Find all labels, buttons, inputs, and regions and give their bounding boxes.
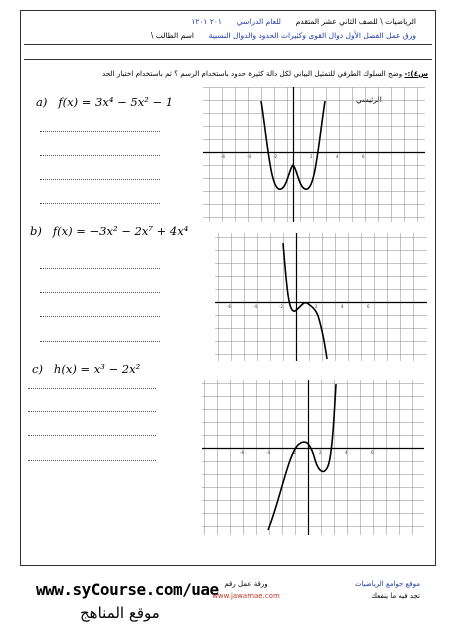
- svg-text:6: 6: [371, 450, 374, 455]
- leading-term-tag: الرئيسي: [356, 95, 382, 104]
- answer-line: [40, 316, 160, 317]
- svg-text:-2: -2: [279, 304, 283, 309]
- answer-line: [40, 268, 160, 269]
- answer-line: [28, 388, 156, 389]
- answer-line: [40, 292, 160, 293]
- answer-line: [40, 203, 160, 204]
- graph-b: [215, 233, 427, 361]
- answer-line: [40, 131, 160, 132]
- svg-text:2: 2: [315, 304, 318, 309]
- part-b-function: b) f(x) = −3x² − 2x⁷ + 4x⁴: [30, 224, 189, 238]
- answer-line: [28, 435, 156, 436]
- svg-text:4: 4: [341, 304, 344, 309]
- part-a-function: a) f(x) = 3x⁴ − 5x² − 1: [36, 95, 174, 109]
- graph-c: [202, 380, 424, 535]
- answer-line: [40, 179, 160, 180]
- svg-text:-6: -6: [227, 304, 231, 309]
- svg-text:-4: -4: [266, 450, 270, 455]
- svg-text:4: 4: [345, 450, 348, 455]
- svg-text:-4: -4: [253, 304, 257, 309]
- student-name-label: اسم الطالب \: [150, 31, 194, 40]
- svg-text:-4: -4: [247, 154, 251, 159]
- svg-text:2: 2: [310, 154, 313, 159]
- answer-line: [40, 341, 160, 342]
- footer-slogan: تجد فيه ما ينفعك: [371, 592, 420, 600]
- svg-text:2: 2: [319, 450, 322, 455]
- header-row-1: [46, 17, 416, 26]
- part-c-function: c) h(x) = x³ − 2x²: [32, 362, 141, 376]
- year-label: للعام الدراسي: [236, 17, 281, 26]
- answer-line: [40, 155, 160, 156]
- year-value: ٢٠١ ١٢٠١: [191, 17, 222, 26]
- header-divider: [24, 44, 432, 45]
- footer-jawamae-title: موقع جوامع الرياضيات: [354, 580, 420, 588]
- svg-text:-2: -2: [273, 154, 277, 159]
- svg-text:6: 6: [362, 154, 365, 159]
- question-line: [30, 69, 428, 78]
- question-text: وضح السلوك الطرفي للتمثيل البياني لكل دالة كثيرة حدود باستخدام الرسم ؟ ثم باستخدام اختبار الحد: [101, 69, 403, 78]
- answer-line: [28, 411, 156, 412]
- footer-sheet-label: ورقة عمل رقم: [224, 580, 268, 588]
- footer-jawamae-url[interactable]: www.jawamae.com: [212, 592, 280, 600]
- worksheet-title: ورق عمل الفصل الأول دوال القوى وكثيرات الحدود والدوال النسبية: [208, 31, 416, 40]
- svg-text:-6: -6: [221, 154, 225, 159]
- svg-text:4: 4: [336, 154, 339, 159]
- graph-a: [203, 87, 425, 222]
- header-row-2: [46, 31, 416, 40]
- svg-text:-6: -6: [240, 450, 244, 455]
- svg-text:6: 6: [367, 304, 370, 309]
- footer-watermark: موقع المناهج: [80, 604, 160, 622]
- svg-text:-2: -2: [292, 450, 296, 455]
- answer-line: [28, 460, 156, 461]
- subject-line: الرياضيات \ للصف الثاني عشر المتقدم: [295, 17, 416, 26]
- section-divider: [24, 59, 432, 60]
- question-number: س٤):-: [404, 69, 428, 78]
- footer-site-url[interactable]: www.syCourse.com/uae: [36, 580, 219, 599]
